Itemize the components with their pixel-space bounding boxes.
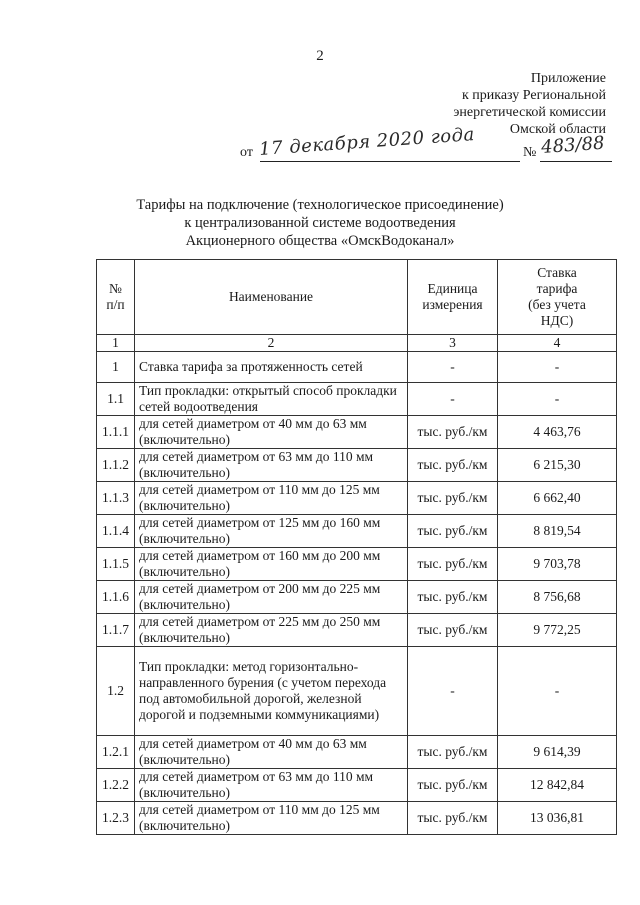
row-name: для сетей диаметром от 110 мм до 125 мм (включительно) xyxy=(135,802,408,835)
order-number-field xyxy=(540,132,612,162)
tariffs-table xyxy=(96,259,617,835)
row-unit: - xyxy=(408,352,498,383)
row-rate: 9 703,78 xyxy=(498,548,617,581)
table-row xyxy=(97,383,617,416)
appendix-line: к приказу Региональной xyxy=(461,88,606,103)
table-row xyxy=(97,769,617,802)
row-num: 1.2.3 xyxy=(97,802,135,835)
row-name: для сетей диаметром от 200 мм до 225 мм (включительно) xyxy=(135,581,408,614)
header-rate-line: НДС) xyxy=(540,313,574,328)
row-num: 1.1.3 xyxy=(97,482,135,515)
order-date-field xyxy=(258,123,520,162)
row-rate: 8 756,68 xyxy=(498,581,617,614)
title-line: Тарифы на подключение (технологическое присоединение) xyxy=(136,197,504,213)
row-num: 1.1.6 xyxy=(97,581,135,614)
row-rate: 4 463,76 xyxy=(498,416,617,449)
table-row xyxy=(97,515,617,548)
row-num: 1.1.2 xyxy=(97,449,135,482)
row-rate: 6 215,30 xyxy=(498,449,617,482)
row-rate: 13 036,81 xyxy=(498,802,617,835)
row-unit: тыс. руб./км xyxy=(408,515,498,548)
row-num: 1.2.1 xyxy=(97,736,135,769)
row-name: для сетей диаметром от 63 мм до 110 мм (включительно) xyxy=(135,449,408,482)
header-unit xyxy=(408,260,498,335)
row-name: для сетей диаметром от 40 мм до 63 мм (включительно) xyxy=(135,416,408,449)
title-line: к централизованной системе водоотведения xyxy=(184,215,456,231)
row-unit: тыс. руб./км xyxy=(408,449,498,482)
row-name: для сетей диаметром от 40 мм до 63 мм (включительно) xyxy=(135,736,408,769)
row-name: для сетей диаметром от 63 мм до 110 мм (включительно) xyxy=(135,769,408,802)
row-unit: - xyxy=(408,647,498,736)
row-rate: 9 772,25 xyxy=(498,614,617,647)
appendix-line: энергетической комиссии xyxy=(453,105,606,120)
row-unit: тыс. руб./км xyxy=(408,581,498,614)
table-row xyxy=(97,416,617,449)
header-num xyxy=(97,260,135,335)
row-num: 1.2.2 xyxy=(97,769,135,802)
row-unit: тыс. руб./км xyxy=(408,802,498,835)
table-row xyxy=(97,647,617,736)
page-number: 2 xyxy=(316,48,324,64)
table-row xyxy=(97,802,617,835)
row-rate: - xyxy=(498,383,617,416)
row-unit: тыс. руб./км xyxy=(408,769,498,802)
header-num-line: п/п xyxy=(106,297,125,312)
header-rate xyxy=(498,260,617,335)
column-index-row xyxy=(97,335,617,352)
row-name: для сетей диаметром от 110 мм до 125 мм (включительно) xyxy=(135,482,408,515)
table-row xyxy=(97,352,617,383)
row-num: 1.1 xyxy=(97,383,135,416)
row-num: 1.1.1 xyxy=(97,416,135,449)
table-row xyxy=(97,449,617,482)
header-unit-line: измерения xyxy=(422,297,483,312)
table-row xyxy=(97,736,617,769)
document-title xyxy=(0,196,640,250)
row-unit: тыс. руб./км xyxy=(408,548,498,581)
header-rate-line: Ставка xyxy=(537,265,577,280)
row-num: 1.1.7 xyxy=(97,614,135,647)
column-index: 4 xyxy=(498,335,617,352)
row-name: для сетей диаметром от 160 мм до 200 мм (включительно) xyxy=(135,548,408,581)
row-name: Ставка тарифа за протяженность сетей xyxy=(135,352,408,383)
order-number-label: № xyxy=(523,145,537,160)
row-name: для сетей диаметром от 225 мм до 250 мм (включительно) xyxy=(135,614,408,647)
row-rate: - xyxy=(498,647,617,736)
header-rate-line: тарифа xyxy=(536,281,578,296)
row-unit: тыс. руб./км xyxy=(408,736,498,769)
row-num: 1.1.4 xyxy=(97,515,135,548)
row-num: 1.1.5 xyxy=(97,548,135,581)
row-rate: 8 819,54 xyxy=(498,515,617,548)
row-num: 1 xyxy=(97,352,135,383)
table-header-row xyxy=(97,260,617,335)
row-unit: тыс. руб./км xyxy=(408,614,498,647)
row-unit: тыс. руб./км xyxy=(408,482,498,515)
row-rate: 12 842,84 xyxy=(498,769,617,802)
header-unit-line: Единица xyxy=(427,281,478,296)
order-date-handwritten: 17 декабря 2020 года xyxy=(258,123,476,160)
header-rate-line: (без учета xyxy=(528,297,586,312)
order-date-label: от xyxy=(240,145,253,160)
row-rate: 9 614,39 xyxy=(498,736,617,769)
table-row xyxy=(97,614,617,647)
column-index: 3 xyxy=(408,335,498,352)
row-num: 1.2 xyxy=(97,647,135,736)
row-name: для сетей диаметром от 125 мм до 160 мм (включительно) xyxy=(135,515,408,548)
appendix-line: Приложение xyxy=(530,71,606,86)
table-row xyxy=(97,482,617,515)
order-number-handwritten: 483/88 xyxy=(540,132,606,158)
row-rate: - xyxy=(498,352,617,383)
table-row xyxy=(97,548,617,581)
row-unit: тыс. руб./км xyxy=(408,416,498,449)
appendix-line: Омской области xyxy=(509,122,606,137)
row-name: Тип прокладки: открытый способ прокладки сетей водоотведения xyxy=(135,383,408,416)
title-line: Акционерного общества «ОмскВодоканал» xyxy=(185,233,455,249)
row-rate: 6 662,40 xyxy=(498,482,617,515)
table-row xyxy=(97,581,617,614)
header-name: Наименование xyxy=(135,260,408,335)
column-index: 2 xyxy=(135,335,408,352)
column-index: 1 xyxy=(97,335,135,352)
appendix-block xyxy=(453,70,606,138)
row-unit: - xyxy=(408,383,498,416)
header-num-line: № xyxy=(109,281,122,296)
row-name: Тип прокладки: метод горизонтально-направленного бурения (с учетом перехода под автомобильной дорогой, железной дорогой и подземными коммуникациями) xyxy=(135,647,408,736)
